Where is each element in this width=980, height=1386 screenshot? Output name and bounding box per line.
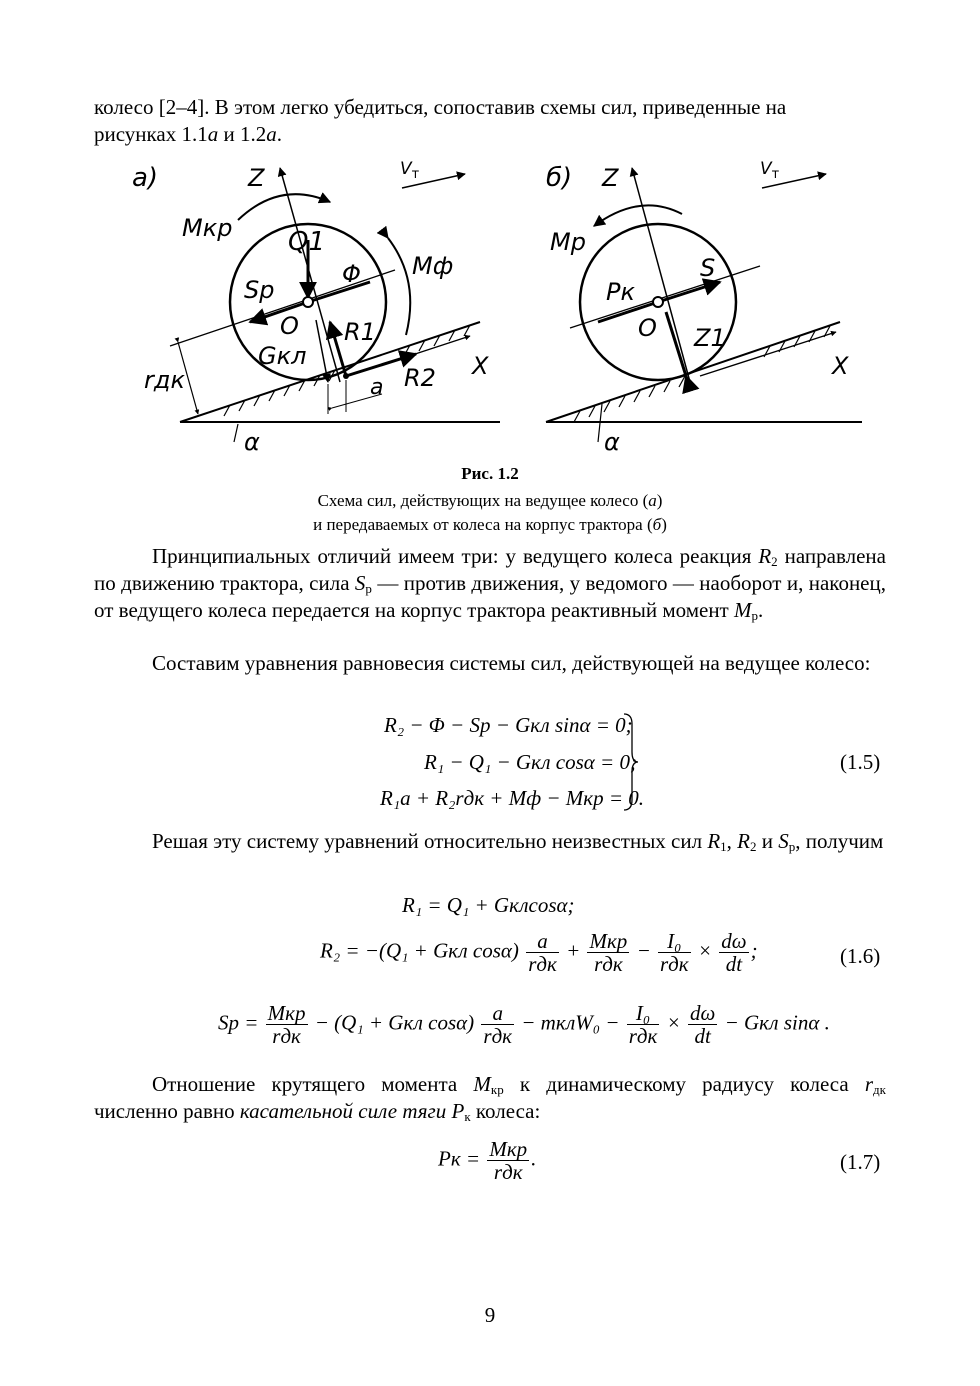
- center-label-a: O: [280, 312, 299, 340]
- sp-label: Sp: [244, 276, 275, 304]
- equation-sp: Sр = $\frac{\text{Mкр}}{\text{rдк}}$ − (Q₁ + Gкл cosα) $\frac{a}{\text{rдк}}$ − mклW₀ − $\frac{\text{I₀}}{\text{rдк}}$ × $\frac{d\omega}{dt}$ − Gкл sinα .: [218, 1001, 830, 1048]
- sp-arrow: [250, 302, 308, 322]
- equation-1-7: Pк = $\frac{\text{Mкр}}{\text{rдк}}$ .: [438, 1137, 537, 1184]
- equation-1-5-line-3: R₁a + R₂rдк + Mф − Mкр = 0.: [380, 786, 645, 810]
- parallel-line-b: [570, 266, 760, 328]
- x-axis-label-b: X: [832, 352, 849, 380]
- alpha-tick-a: [234, 424, 238, 442]
- gkl-arrow: [316, 320, 328, 382]
- fraction: $\frac{a}{\text{rдк}}$: [528, 929, 557, 976]
- gkl-label: Gкл: [258, 342, 307, 370]
- fig-ref-a: а: [207, 122, 219, 146]
- fraction: $\frac{\text{Mкр}}{\text{rдк}}$: [589, 929, 628, 976]
- z-axis-label-b: Z: [602, 164, 619, 192]
- mkr-label: Mкр: [182, 214, 233, 242]
- a-dim-label: a: [370, 375, 384, 400]
- velocity-label-a: $V_т$: [400, 159, 420, 182]
- intro-line-2: рисунках 1.1: [94, 122, 208, 146]
- figure-caption-line-1: Схема сил, действующих на ведущее колесо (а): [317, 491, 663, 510]
- alpha-label-b: α: [604, 428, 620, 456]
- fraction: $\frac{\text{Mкр}}{\text{rдк}}$: [267, 1001, 306, 1048]
- intro-line-1: колесо [2–4]. В этом легко убедиться, сопоставив схемы сил, приведенные на: [94, 95, 787, 119]
- system-brace: [622, 712, 640, 812]
- equation-1-6-line-2: R₂ = −(Q₁ + Gкл cosα) $\frac{a}{\text{rдк}}$ + $\frac{\text{Mкр}}{\text{rдк}}$ − $\frac{\text{I₀}}{\text{rдк}}$ × $\frac{d\omega}{dt}$ ;: [320, 929, 758, 976]
- page-number: 9: [484, 1303, 496, 1327]
- pk-label: Pк: [606, 278, 635, 306]
- fig-ref-a2: а: [266, 122, 277, 146]
- paragraph-traction: Отношение крутящего момента $M_{кр}$ к динамическому радиусу колеса $r_{дк}$ численно равно касательной силе тяги $P_к$ колеса:: [94, 1072, 886, 1124]
- mkr-moment-arc: [238, 194, 330, 220]
- center-point-b: [653, 297, 663, 307]
- velocity-label-b: $V_т$: [760, 159, 780, 182]
- q1-label: Q1: [288, 227, 326, 257]
- rdk-label: rдк: [144, 366, 185, 394]
- paragraph-differences: Принципиальных отличий имеем три: у ведущего колеса реакция $R_2$ направлена по движению трактора, сила $S_р$ — против движения, у ведомого — наоборот и, наконец, от ведущего колеса передается на корпус трактора реактивный момент $M_р$.: [94, 544, 886, 623]
- equation-1-6-line-1: R₁ = Q₁ + Gклcosα;: [402, 893, 575, 917]
- panel-b: [546, 159, 862, 456]
- fraction: $\frac{d\omega}{dt}$: [721, 929, 747, 976]
- mp-moment-arc: [594, 205, 682, 226]
- r2-label: R2: [404, 364, 436, 392]
- s-arrow: [658, 282, 720, 302]
- figure-caption-line-2: и передаваемых от колеса на корпус трактора (б): [313, 515, 667, 534]
- z1-label: Z1: [694, 324, 726, 352]
- figure-caption-title: Рис. 1.2: [461, 464, 519, 483]
- equation-1-5-line-1: R₂ − Φ − Sр − Gкл sinα = 0;: [384, 713, 633, 737]
- s-label: S: [700, 254, 716, 282]
- z1-arrow: [666, 312, 686, 376]
- panel-b-label: б): [546, 163, 573, 193]
- fraction: $\frac{\text{I₀}}{\text{rдк}}$: [659, 929, 689, 976]
- alpha-label-a: α: [244, 428, 260, 456]
- center-point-a: [303, 297, 313, 307]
- fraction: $\frac{\text{Mкр}}{\text{rдк}}$: [489, 1137, 528, 1184]
- r1-label: R1: [344, 318, 376, 346]
- mf-label: Mф: [412, 252, 454, 280]
- x-axis-label-a: X: [472, 352, 489, 380]
- fraction: $\frac{\text{I₀}}{\text{rдк}}$: [628, 1001, 658, 1048]
- fraction: $\frac{a}{\text{rдк}}$: [483, 1001, 513, 1048]
- fraction: $\frac{d\omega}{dt}$: [690, 1001, 716, 1048]
- panel-a-label: а): [132, 163, 159, 193]
- phi-label: Φ: [342, 260, 361, 288]
- mp-label: Mp: [550, 228, 586, 256]
- equation-1-5-line-2: R₁ − Q₁ − Gкл cosα = 0;: [424, 750, 637, 774]
- center-label-b: O: [638, 314, 657, 342]
- equation-number-1-7: (1.7): [840, 1150, 881, 1174]
- intro-line-2-end: .: [276, 122, 282, 146]
- z-axis-label-a: Z: [248, 164, 265, 192]
- equation-number-1-6: (1.6): [840, 944, 881, 968]
- paragraph-equilibrium: Составим уравнения равновесия системы сил, действующей на ведущее колесо:: [152, 651, 871, 675]
- z-axis-b: [632, 168, 690, 382]
- intro-line-2-mid: и 1.2: [218, 122, 267, 146]
- intro-paragraph: [94, 94, 886, 148]
- equation-number-1-5: (1.5): [840, 750, 881, 774]
- force-diagram-figure: [120, 150, 880, 460]
- contact-point-a: [343, 373, 349, 379]
- paragraph-solving: Решая эту систему уравнений относительно неизвестных сил $R_1$, $R_2$ и $S_р$, получим: [152, 829, 884, 854]
- mf-moment-arc: [388, 238, 410, 335]
- panel-a: [132, 159, 500, 456]
